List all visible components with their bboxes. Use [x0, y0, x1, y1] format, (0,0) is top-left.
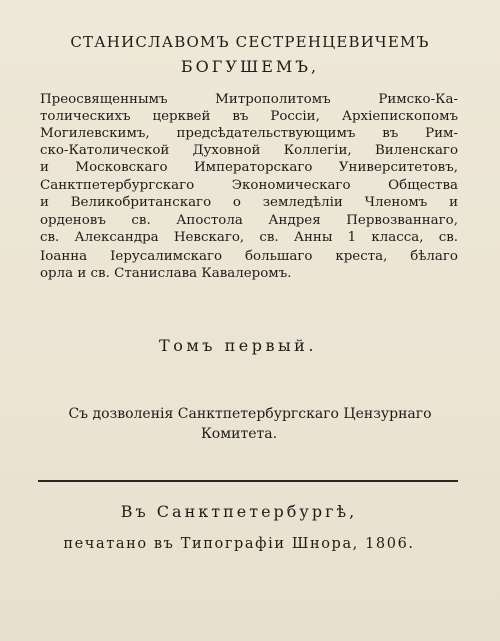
author-titles-line: Преосвященнымъ Митрополитомъ Римско-Ка-	[40, 92, 458, 107]
imprint-city: Въ Санктпетербургѣ,	[120, 502, 358, 521]
author-titles-line: Іоанна Іерусалимскаго большаго креста, бѣлаго	[40, 249, 458, 264]
censorship-permission-line-1: Съ дозволенія Санктпетербургскаго Цензурнаго	[68, 406, 432, 422]
author-titles-line: Могилевскимъ, предсѣдательствующимъ въ Рим-	[40, 126, 458, 141]
censorship-permission-line-2: Комитета.	[200, 426, 278, 442]
author-titles-line: ско-Католической Духовной Коллегіи, Виленскаго	[40, 143, 458, 158]
author-titles-line: и Великобританскаго о земледѣліи Членомъ и	[40, 195, 458, 210]
author-titles-line: орденовъ св. Апостола Андрея Первозваннаго,	[40, 213, 458, 228]
author-titles-line: и Московскаго Императорскаго Университетовъ,	[40, 160, 458, 175]
author-titles-line: Санктпетербургскаго Экономическаго Общества	[40, 178, 458, 193]
author-titles-line: орла и св. Станислава Кавалеромъ.	[40, 266, 292, 281]
imprint-printer-year: печатано въ Типографіи Шнора, 1806.	[63, 536, 415, 552]
author-name-line-2: БОГУШЕМЪ,	[180, 57, 320, 76]
author-titles-line: св. Александра Невскаго, св. Анны 1 класса, св.	[40, 230, 458, 245]
horizontal-rule	[38, 480, 458, 482]
author-name-line-1: СТАНИСЛАВОМЪ СЕСТРЕНЦЕВИЧЕМЪ	[70, 33, 430, 51]
author-titles-line: толическихъ церквей въ Россіи, Архіепископомъ	[40, 109, 458, 124]
volume-label: Томъ первый.	[159, 336, 317, 355]
